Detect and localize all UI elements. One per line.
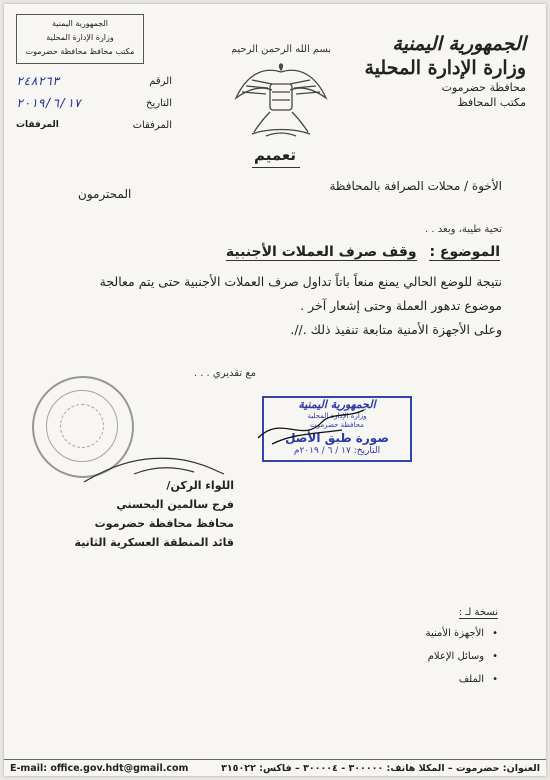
signer-rank: اللواء الركن/ [166, 479, 234, 492]
footer-divider [4, 759, 546, 760]
motto-text: بسم الله الرحمن الرحيم [232, 44, 330, 55]
ref-number-value: ٢٤٨٢٦٣ [16, 74, 60, 88]
ref-number-label: الرقم [149, 75, 172, 87]
ref-attachments-label: المرفقات [132, 119, 172, 131]
regards: مع تقديري . . . [193, 368, 256, 379]
body-line: موضوع تدهور العملة وحتى إشعار آخر . [300, 298, 502, 313]
greeting: تحية طيبة، وبعد . . [425, 224, 502, 235]
stamp-date: التاريخ: ١٧ / ٦ / ٢٠١٩م [293, 446, 381, 456]
signer-title: قائد المنطقة العسكرية الثانية [74, 536, 234, 549]
subject-line [226, 244, 500, 260]
copies-heading: نسخة لـ : [458, 607, 498, 618]
addressee: الأخوة / محلات الصرافة بالمحافظة [329, 179, 502, 193]
ref-date-value: ٢٠١٩/٦/١٧ [16, 96, 82, 110]
letterhead-governorate: محافظة حضرموت [441, 81, 526, 94]
stamp-line: الجمهورية اليمنية [51, 19, 108, 28]
document-title: تعميم [253, 146, 297, 164]
title-underline [252, 167, 300, 168]
stamp-line: مكتب محافظ محافظة حضرموت [25, 47, 135, 56]
subject-label: الموضوع : [429, 244, 500, 260]
letterhead [365, 32, 527, 110]
letter-body [52, 270, 502, 342]
signer-block [64, 476, 234, 552]
footer [10, 763, 540, 774]
stamp-true-copy: صورة طبق الأصل [285, 431, 389, 445]
subject-text: وقف صرف العملات الأجنبية [225, 244, 417, 260]
respect-text: المحترمون [78, 187, 132, 201]
letterhead-ministry: وزارة الإدارة المحلية [364, 57, 526, 79]
letterhead-country: الجمهورية اليمنية [392, 33, 526, 55]
document-page [4, 4, 546, 776]
stamp-governorate: محافظة حضرموت [310, 421, 364, 429]
stamp-ministry: وزارة الإدارة المحلية [307, 412, 367, 420]
footer-email: E-mail: office.gov.hdt@gmail.com [10, 763, 189, 774]
copies-list [426, 607, 498, 691]
signer-title: محافظ محافظة حضرموت [94, 517, 234, 530]
ref-date-label: التاريخ [146, 97, 172, 109]
list-item: • الملف [426, 668, 498, 691]
header-stamp [16, 14, 144, 64]
stamp-line: وزارة الإدارة المحلية [46, 33, 114, 42]
list-item: • الأجهزة الأمنية [426, 622, 498, 645]
reference-block [16, 70, 172, 136]
body-line: وعلى الأجهزة الأمنية متابعة تنفيذ ذلك .//. [290, 322, 502, 337]
letterhead-office: مكتب المحافظ [457, 96, 526, 109]
stamp-signature-icon [252, 404, 372, 450]
footer-address: العنوان: حضرموت – المكلا هاتف: ٣٠٠٠٠٠ - ٣٠٠٠٠٤ – فاكس: ٣١٥٠٢٢ [221, 763, 540, 774]
ref-attachments-value: المرفقات [16, 120, 59, 130]
stamp-country: الجمهورية اليمنية [298, 398, 376, 411]
signer-name: فرج سالمين البحسني [116, 498, 234, 511]
list-item: • وسائل الإعلام [426, 645, 498, 668]
eagle-emblem-icon [232, 40, 330, 142]
body-line: نتيجة للوضع الحالي يمنع منعاً باتاً تداول صرف العملات الأجنبية حتى يتم معالجة [99, 274, 502, 289]
